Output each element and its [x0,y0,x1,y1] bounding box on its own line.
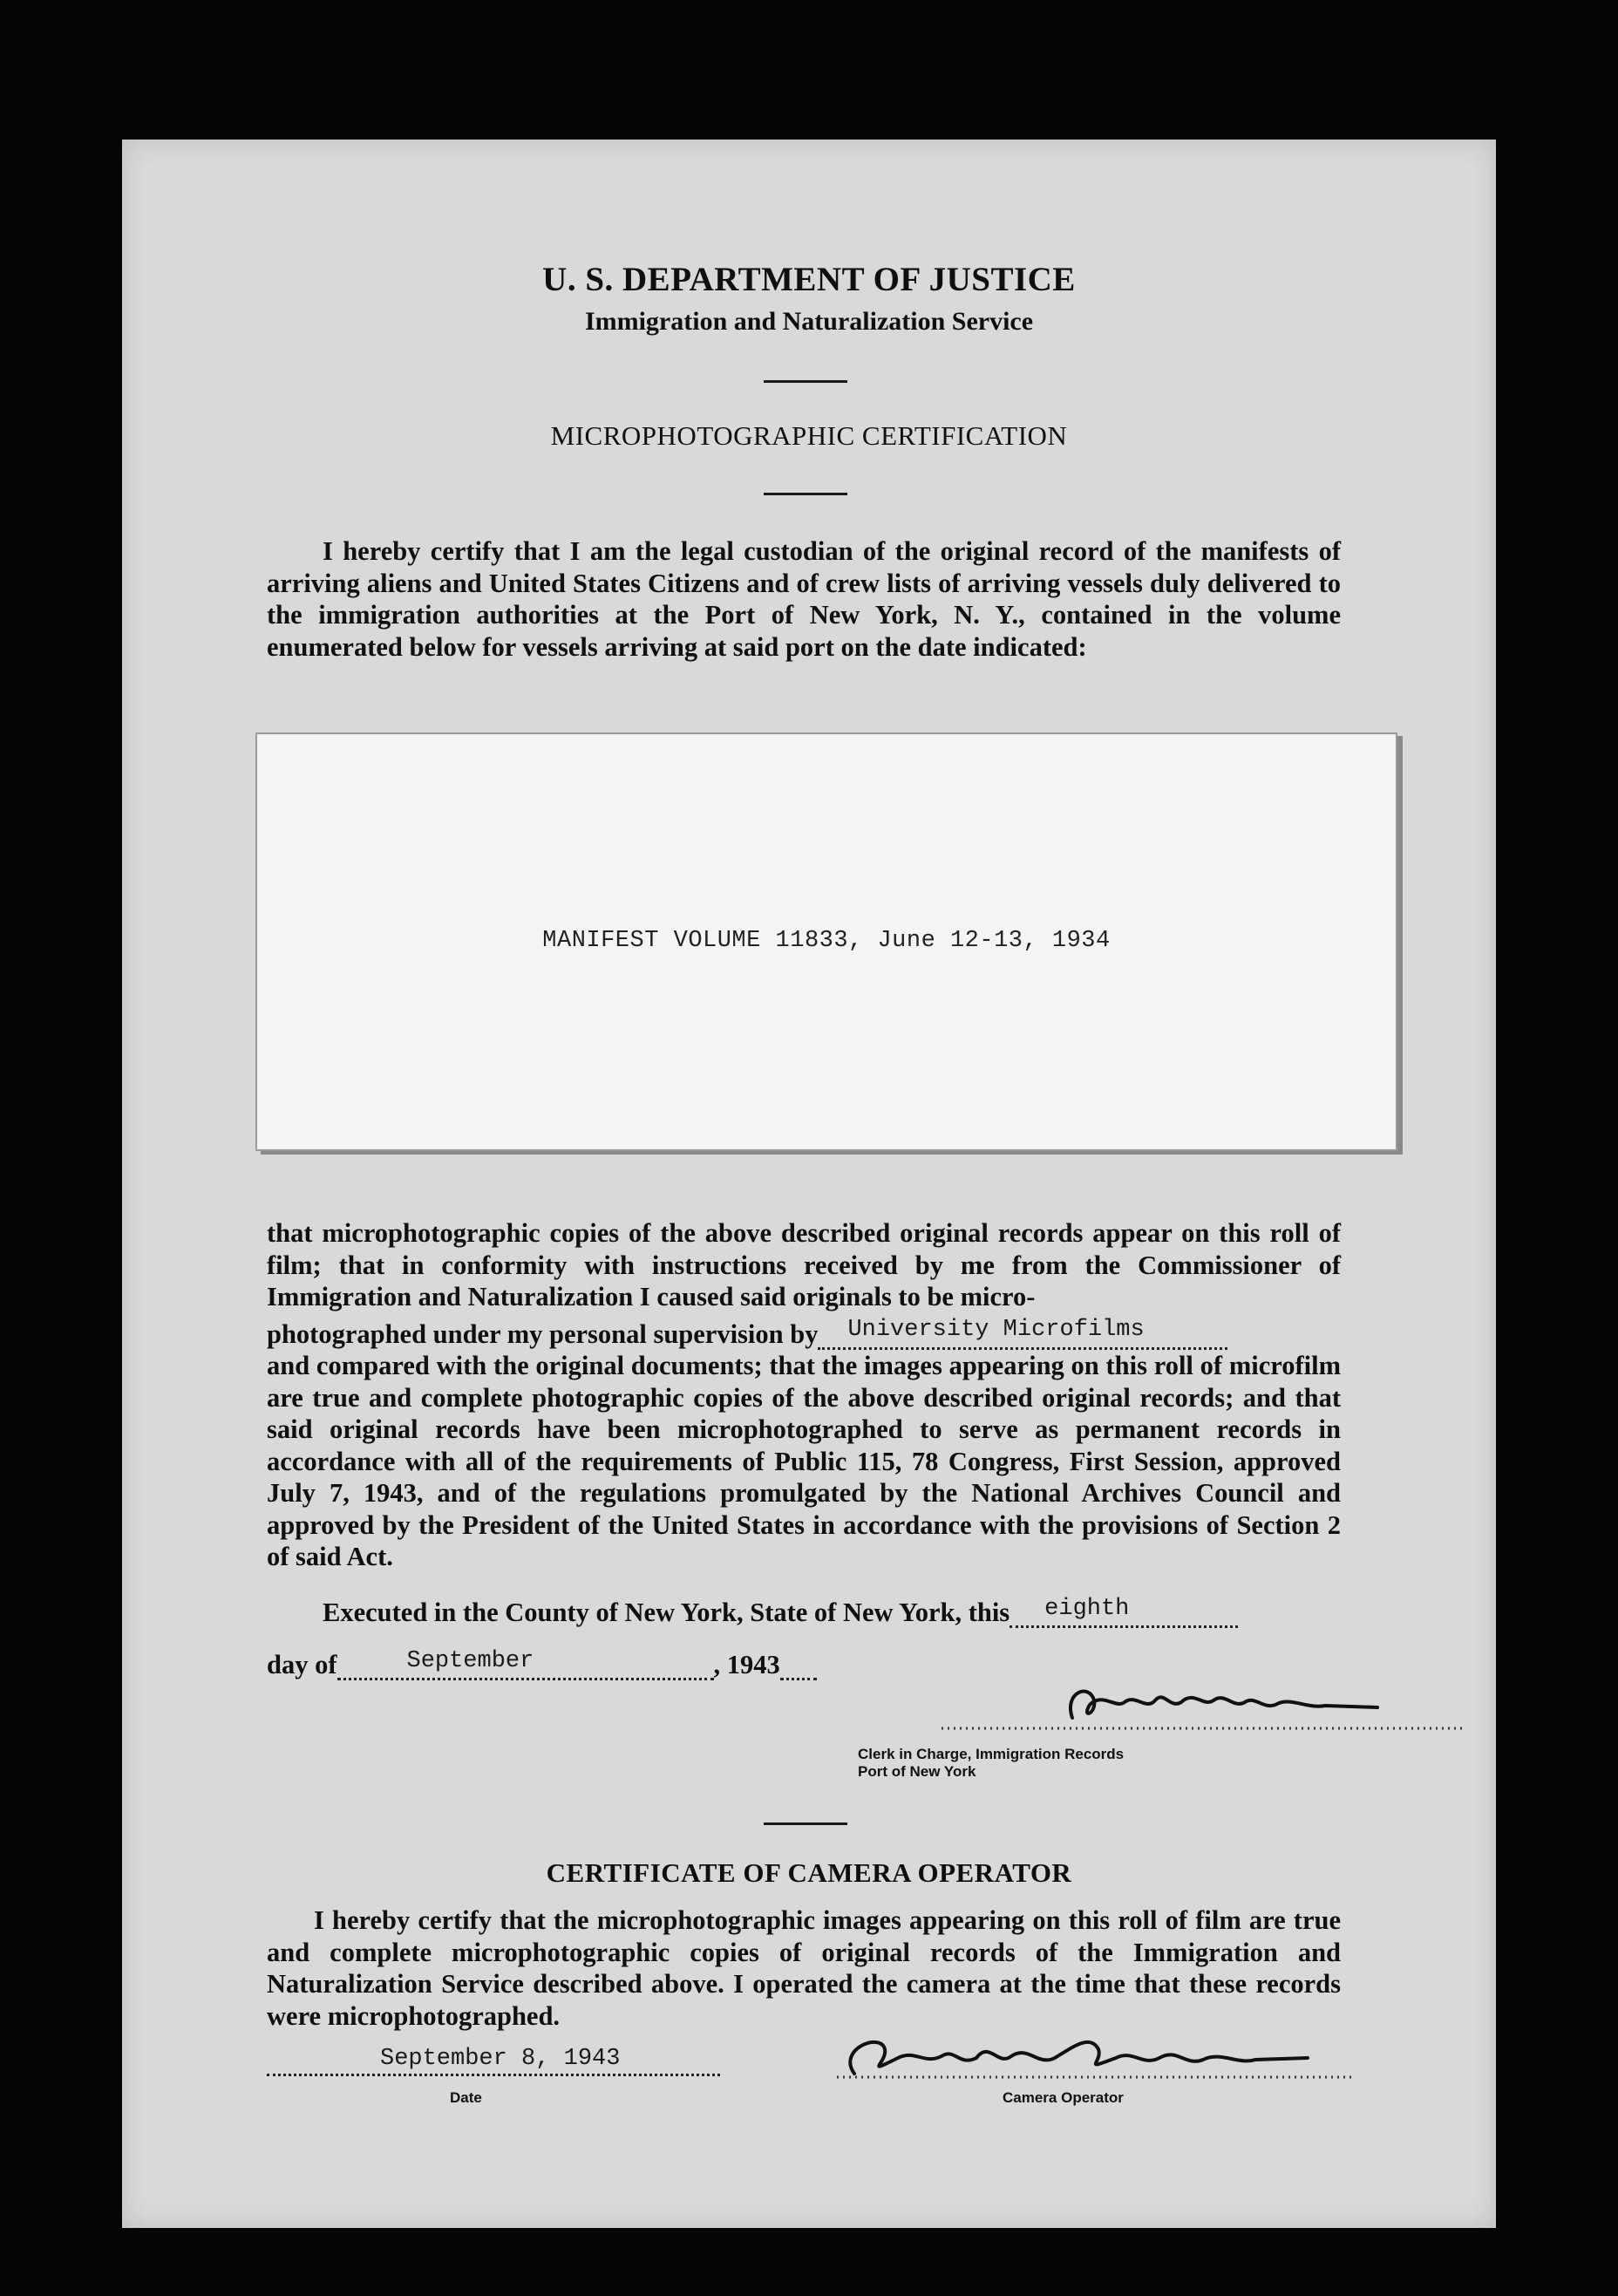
intro-paragraph [267,535,1341,663]
intro-text: I hereby certify that I am the legal custodian of the original record of the manifests of arriving aliens and United States Citizens and of crew lists of arriving vessels duly delivered to the immigration authorities at the Port of New York, N. Y., contained in the volume enumerated below for vessels arriving at said port on the date indicated: [267,536,1341,662]
date-field [267,2044,720,2076]
divider-rule [764,380,847,383]
volume-slip [255,732,1397,1151]
execution-line [323,1598,1238,1628]
date-label: Date [450,2089,482,2106]
body-paragraph [267,1217,1341,1573]
month-field [337,1648,714,1680]
camera-certificate-paragraph [267,1904,1341,2032]
supervisor-field [818,1316,1227,1350]
clerk-port: Port of New York [858,1763,976,1780]
supervision-prefix: photographed under my personal supervision by [267,1318,819,1349]
supervision-line [267,1318,1341,1351]
certification-title: MICROPHOTOGRAPHIC CERTIFICATION [550,420,1068,451]
clerk-title: Clerk in Charge, Immigration Records [858,1746,1125,1762]
clerk-caption [858,1746,1124,1781]
document-page [122,140,1496,2228]
year-text: , 1943 [713,1650,780,1679]
operator-label: Camera Operator [1003,2089,1124,2106]
camera-certificate-title: CERTIFICATE OF CAMERA OPERATOR [546,1857,1072,1888]
year-dots [780,1653,817,1680]
camera-certificate-text: I hereby certify that the microphotographic images appearing on this roll of film are true and complete microphotographic copies of original records of the Immigration and Naturalization Service described above. I operated the camera at the time that these records were microphotographed. [267,1905,1341,2031]
department-heading: U. S. DEPARTMENT OF JUSTICE [542,261,1076,298]
body-text-part2: and compared with the original documents; that the images appearing on this roll of microfilm are true and complete photographic copies of the above described original records; and that said original records have been microphotographed to serve as permanent records in accordance with all of the requirements of Public 115, 78 Congress, First Session, approved July 7, 1943, and of the regulations promulgated by the National Archives Council and approved by the President of the United States in accordance with the provisions of Section 2 of said Act. [267,1351,1341,1571]
day-of-label: day of [267,1650,337,1679]
execution-day-field [1010,1596,1238,1628]
service-subheading: Immigration and Naturalization Service [584,307,1034,336]
execution-day-value: eighth [1044,1596,1130,1622]
manifest-volume-text: MANIFEST VOLUME 11833, June 12-13, 1934 [542,928,1111,954]
divider-rule [764,1822,847,1825]
body-text-part1: that microphotographic copies of the above described original records appear on this roll of film; that in conformity with instructions received by me from the Commissioner of Immigration and Naturalization I caused said originals to be micro- [267,1218,1341,1312]
day-of-line [267,1650,817,1680]
clerk-signature [942,1666,1465,1735]
divider-rule [764,493,847,495]
operator-signature [802,2023,1360,2084]
execution-prefix: Executed in the County of New York, State of New York, this [323,1598,1010,1627]
date-value: September 8, 1943 [380,2046,621,2072]
supervisor-value: University Microfilms [847,1316,1145,1343]
month-value: September [406,1648,534,1674]
